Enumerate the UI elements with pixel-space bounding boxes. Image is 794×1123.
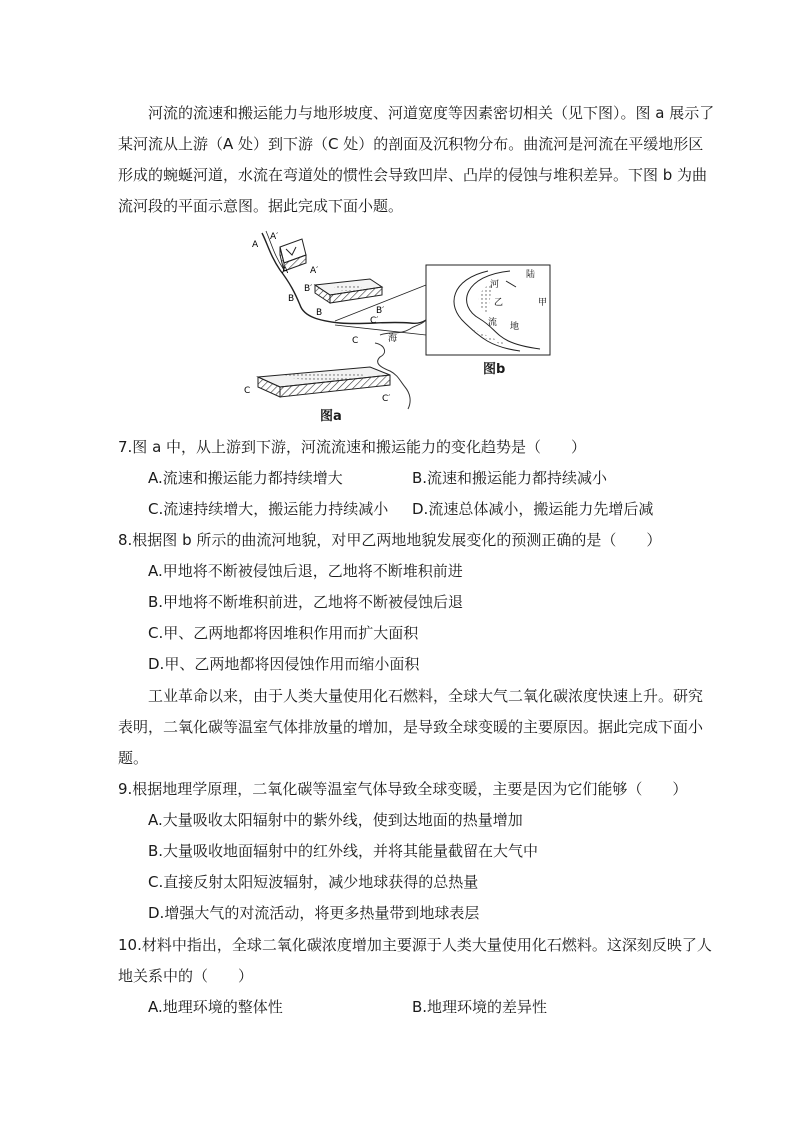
section-c-block	[258, 367, 390, 397]
q7-option-c: C.流速持续增大，搬运能力持续减小	[148, 500, 389, 518]
q9-option-a: A.大量吸收太阳辐射中的紫外线，使到达地面的热量增加	[148, 811, 523, 829]
q10-stem-line-1: 10.材料中指出，全球二氧化碳浓度增加主要源于人类大量使用化石燃料。这深刻反映了人	[118, 936, 712, 954]
q8-option-d: D.甲、乙两地都将因侵蚀作用而缩小面积	[148, 655, 420, 673]
q9-option-d: D.增强大气的对流活动，将更多热量带到地球表层	[148, 904, 480, 922]
label-liu: 流	[488, 318, 498, 328]
label-c-prime-top: C′	[370, 316, 379, 326]
label-a: A	[252, 240, 259, 250]
passage1-line-2: 某河流从上游（A 处）到下游（C 处）的剖面及沉积物分布。曲流河是河流在平缓地形区	[118, 135, 704, 153]
label-c-bottom: C	[244, 386, 251, 396]
label-b-prime-right: B′	[376, 306, 385, 316]
label-a-prime-top: A′	[270, 232, 279, 242]
label-b: B	[288, 294, 295, 304]
q8-option-b: B.甲地将不断堆积前进，乙地将不断被侵蚀后退	[148, 593, 464, 611]
q10-option-a: A.地理环境的整体性	[148, 998, 283, 1016]
q8-option-c: C.甲、乙两地都将因堆积作用而扩大面积	[148, 624, 419, 642]
label-sea: 海	[388, 334, 398, 344]
river-figure	[240, 225, 560, 425]
q7-option-b: B.流速和搬运能力都持续减小	[412, 469, 608, 487]
q9-option-b: B.大量吸收地面辐射中的红外线，并将其能量截留在大气中	[148, 842, 539, 860]
q10-stem-line-2: 地关系中的（ ）	[118, 967, 254, 985]
label-a-prime-bottom: A′	[310, 266, 319, 276]
label-di: 地	[510, 322, 520, 332]
q8-stem: 8.根据图 b 所示的曲流河地貌，对甲乙两地地貌发展变化的预测正确的是（ ）	[118, 531, 662, 549]
passage2-line-1: 工业革命以来，由于人类大量使用化石燃料，全球大气二氧化碳浓度快速上升。研究	[148, 687, 704, 705]
passage1-line-4: 流河段的平面示意图。据此完成下面小题。	[118, 197, 404, 215]
label-yi: 乙	[494, 298, 504, 308]
label-he: 河	[490, 280, 500, 290]
q7-option-a: A.流速和搬运能力都持续增大	[148, 469, 343, 487]
q8-option-a: A.甲地将不断被侵蚀后退，乙地将不断堆积前进	[148, 562, 463, 580]
label-b-bottom: B	[316, 308, 323, 318]
label-a-bottom: A	[282, 266, 289, 276]
passage1-line-1: 河流的流速和搬运能力与地形坡度、河道宽度等因素密切相关（见下图）。图 a 展示了	[148, 104, 715, 122]
label-b-prime-top: B′	[304, 284, 313, 294]
q7-stem: 7.图 a 中，从上游到下游，河流流速和搬运能力的变化趋势是（ ）	[118, 438, 587, 456]
q10-option-b: B.地理环境的差异性	[412, 998, 548, 1016]
q9-stem: 9.根据地理学原理，二氧化碳等温室气体导致全球变暖，主要是因为它们能够（ ）	[118, 780, 688, 798]
label-lu: 陆	[526, 270, 536, 280]
passage1-line-3: 形成的蜿蜒河道，水流在弯道处的惯性会导致凹岸、凸岸的侵蚀与堆积差异。下图 b 为曲	[118, 166, 708, 184]
label-jia: 甲	[538, 298, 548, 308]
section-b-block	[315, 279, 382, 303]
passage2-line-3: 题。	[118, 749, 149, 767]
figure-b-caption: 图b	[483, 362, 506, 377]
label-c: C	[352, 336, 359, 346]
label-c-prime-bottom: C′	[382, 394, 391, 404]
q9-option-c: C.直接反射太阳短波辐射，减少地球获得的总热量	[148, 873, 479, 891]
q7-option-d: D.流速总体减小，搬运能力先增后减	[412, 500, 654, 518]
passage2-line-2: 表明，二氧化碳等温室气体排放量的增加，是导致全球变暖的主要原因。据此完成下面小	[118, 718, 704, 736]
figure-a-caption: 图a	[320, 409, 342, 424]
